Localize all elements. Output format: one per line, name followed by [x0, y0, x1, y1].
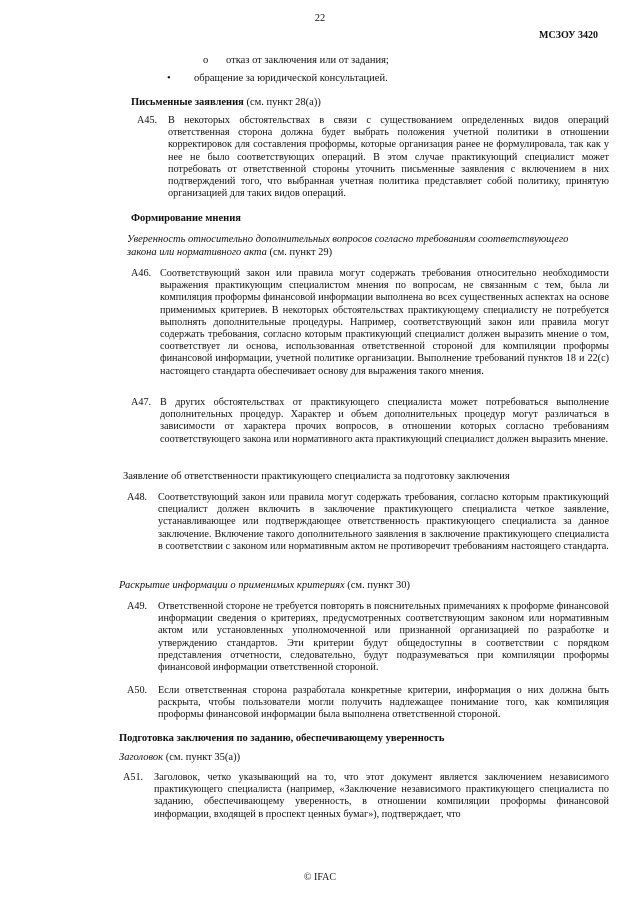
- paragraph-a48: [127, 492, 609, 553]
- paragraph-a47: [131, 397, 609, 446]
- paragraph-a51: [123, 772, 609, 821]
- section-report-prep-title: Подготовка заключения по заданию, обеспечивающему уверенность: [119, 733, 445, 744]
- section-assurance-title: Уверенность относительно дополнительных вопросов согласно требованиям соответствующего закона или нормативного акта: [127, 234, 569, 258]
- section-assurance-sub: [127, 233, 597, 259]
- paragraph-label: А50.: [127, 685, 148, 696]
- sub-bullet-marker: o: [203, 55, 209, 66]
- section-written-statements: [131, 97, 321, 108]
- section-assurance-ref: (см. пункт 29): [266, 247, 333, 258]
- section-heading-sub-title: Заголовок: [119, 752, 164, 763]
- paragraph-label: А51.: [123, 772, 144, 783]
- paragraph-text: Ответственной стороне не требуется повторять в пояснительных примечаниях к проформе финансовой информации сведения о критериях, предусмотренных соответствующим законом или нормативным актом или установленных уполномоченной или признанной организацией по разработке и утверждению стандартов. Эти критерии будут общедоступны в соответствии с порядком представления отчетности, следовательно, будут подразумеваться при компиляции проформы финансовой информации ответственной стороной.: [158, 601, 609, 674]
- document-code: МСЗОУ 3420: [539, 30, 598, 41]
- bullet-marker: •: [167, 73, 171, 84]
- footer-copyright: © IFAC: [303, 872, 337, 883]
- paragraph-text: В других обстоятельствах от практикующего специалиста может потребоваться выполнение дополнительных процедур. Характер и объем дополнительных процедур могут различаться в зависимости от характера прочих вопросов, в отношении которых согласно требованиям соответствующего закона или нормативного акта практикующий специалист должен выразить мнение.: [160, 397, 609, 445]
- bullet-text: обращение за юридической консультацией.: [194, 73, 388, 84]
- section-heading-sub: [119, 752, 240, 763]
- section-disclosure: [119, 580, 410, 591]
- paragraph-text: Если ответственная сторона разработала конкретные критерии, информация о них должна быть раскрыта, чтобы пользователи могли получить надлежащее понимание того, как компиляция проформы финансовой информации была выполнена ответственной стороной.: [158, 685, 609, 721]
- section-written-statements-ref: (см. пункт 28(а)): [243, 97, 321, 108]
- paragraph-label: А46.: [131, 268, 152, 279]
- paragraph-a50: [127, 685, 609, 722]
- paragraph-text: Соответствующий закон или правила могут содержать требования относительно необходимости выражения практикующим специалистом мнения по вопросам, не связанным с тем, была ли компиляция проформы финансовой информации выполнена во всех существенных аспектах на основе применимых критериев. В некоторых обстоятельствах практикующему специалисту не потребуется выполнять дополнительные процедуры. Например, соответствующий закон или правила могут содержать требования, согласно которым практикующий специалист должен выразить мнение о том, соответствует ли основа, использованная ответственной стороной для компиляции проформы финансовой информации, учетной политике организации. Выполнение требований пунктов 18 и 22(c) настоящего стандарта обеспечивает основу для выражения такого мнения.: [160, 268, 609, 377]
- section-disclosure-ref: (см. пункт 30): [344, 580, 410, 591]
- paragraph-label: А48.: [127, 492, 148, 503]
- page-number: 22: [314, 13, 326, 24]
- paragraph-label: А49.: [127, 601, 148, 612]
- paragraph-text: В некоторых обстоятельствах в связи с существованием определенных видов операций ответственная сторона должна будет выбрать положения учетной политики в отношении корректировок для составления проформы, которые организация ранее не формулировала, так как у нее не было соответствующих операций. В этом случае практикующий специалист может потребовать от ответственной стороны уточнить письменные заявления с включением в них подтверждений того, что выбранная учетная политика представляет собой политику, принятую организацией для таких видов операций.: [168, 115, 609, 200]
- paragraph-a46: [131, 268, 609, 378]
- section-responsibility-title: Заявление об ответственности практикующего специалиста за подготовку заключения: [123, 471, 510, 482]
- section-opinion-title: Формирование мнения: [131, 213, 241, 224]
- paragraph-a49: [127, 601, 609, 674]
- paragraph-a45: [137, 115, 609, 200]
- sub-bullet-text: отказ от заключения или от задания;: [226, 55, 389, 66]
- paragraph-text: Заголовок, четко указывающий на то, что этот документ является заключением независимого практикующего специалиста (например, «Заключение независимого практикующего специалиста по заданию, обеспечивающему уверенность, в отношении компиляции проформы финансовой информации, входящей в проспект ценных бумаг»), подтверждает, что: [154, 772, 609, 820]
- paragraph-text: Соответствующий закон или правила могут содержать требования, согласно которым практикующий специалист должен включить в заключение практикующего специалиста четкое заявление, устанавливающее или подтверждающее ответственность практикующего специалиста за данное заключение. Включение такого дополнительного заявления в заключение практикующего специалиста в соответствии с законом или нормативным актом не противоречит требованиям настоящего стандарта.: [158, 492, 609, 552]
- section-heading-sub-ref: (см. пункт 35(а)): [163, 752, 241, 763]
- paragraph-label: А45.: [137, 115, 158, 126]
- section-disclosure-title: Раскрытие информации о применимых критериях: [119, 580, 345, 591]
- section-written-statements-title: Письменные заявления: [131, 97, 244, 108]
- paragraph-label: А47.: [131, 397, 152, 408]
